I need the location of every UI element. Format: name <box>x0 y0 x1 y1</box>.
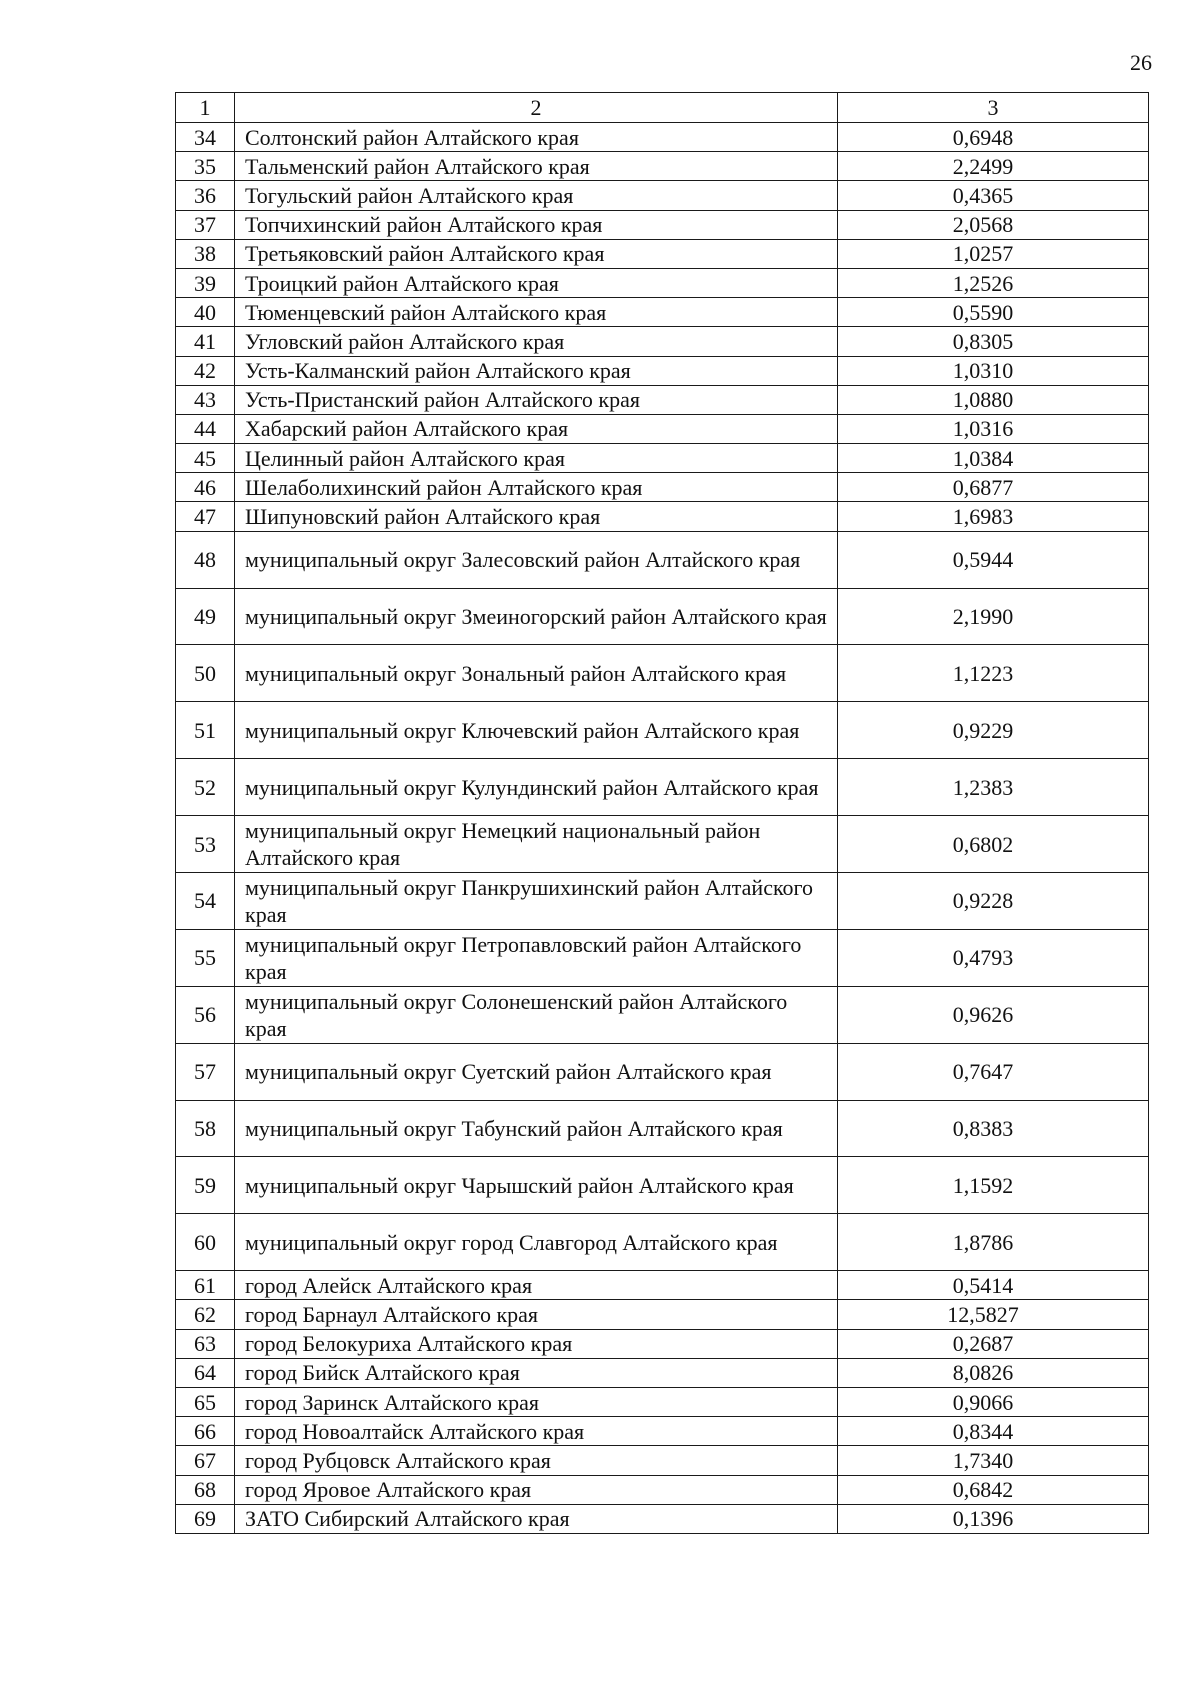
column-header-number: 1 <box>176 93 235 123</box>
coefficient-value-cell: 1,0316 <box>838 414 1149 443</box>
municipality-name-cell: Топчихинский район Алтайского края <box>235 210 838 239</box>
coefficient-value-cell: 0,8344 <box>838 1417 1149 1446</box>
coefficient-value-cell: 8,0826 <box>838 1358 1149 1387</box>
row-number-cell: 49 <box>176 588 235 645</box>
column-header-value: 3 <box>838 93 1149 123</box>
coefficient-value-cell: 0,9228 <box>838 872 1149 929</box>
coefficient-value-cell: 1,8786 <box>838 1214 1149 1271</box>
table-row <box>176 872 1149 929</box>
table-row <box>176 1271 1149 1300</box>
row-number-cell: 44 <box>176 414 235 443</box>
municipality-name-cell: город Алейск Алтайского края <box>235 1271 838 1300</box>
table-row <box>176 1300 1149 1329</box>
municipality-name-cell: муниципальный округ Змеиногорский район Алтайского края <box>235 588 838 645</box>
table-row <box>176 759 1149 816</box>
municipality-name-cell: муниципальный округ Чарышский район Алтайского края <box>235 1157 838 1214</box>
row-number-cell: 43 <box>176 385 235 414</box>
municipality-name-cell: Усть-Калманский район Алтайского края <box>235 356 838 385</box>
coefficient-value-cell: 0,7647 <box>838 1043 1149 1100</box>
municipality-name-cell: Тальменский район Алтайского края <box>235 152 838 181</box>
municipality-name-cell: ЗАТО Сибирский Алтайского края <box>235 1504 838 1533</box>
row-number-cell: 50 <box>176 645 235 702</box>
coefficient-value-cell: 0,5414 <box>838 1271 1149 1300</box>
table-row <box>176 588 1149 645</box>
row-number-cell: 67 <box>176 1446 235 1475</box>
row-number-cell: 60 <box>176 1214 235 1271</box>
coefficient-value-cell: 0,6877 <box>838 473 1149 502</box>
municipality-name-cell: город Рубцовск Алтайского края <box>235 1446 838 1475</box>
row-number-cell: 42 <box>176 356 235 385</box>
municipality-name-cell: Усть-Пристанский район Алтайского края <box>235 385 838 414</box>
coefficient-value-cell: 2,1990 <box>838 588 1149 645</box>
table-row <box>176 1100 1149 1157</box>
table-row <box>176 414 1149 443</box>
municipality-name-cell: муниципальный округ Кулундинский район Алтайского края <box>235 759 838 816</box>
municipality-name-cell: город Новоалтайск Алтайского края <box>235 1417 838 1446</box>
municipality-name-cell: город Бийск Алтайского края <box>235 1358 838 1387</box>
table-row <box>176 268 1149 297</box>
coefficient-value-cell: 0,5590 <box>838 298 1149 327</box>
table-row <box>176 1043 1149 1100</box>
table-row <box>176 1214 1149 1271</box>
coefficient-value-cell: 1,0384 <box>838 444 1149 473</box>
coefficient-value-cell: 2,0568 <box>838 210 1149 239</box>
row-number-cell: 46 <box>176 473 235 502</box>
municipality-name-cell: город Барнаул Алтайского края <box>235 1300 838 1329</box>
row-number-cell: 59 <box>176 1157 235 1214</box>
table-row <box>176 473 1149 502</box>
row-number-cell: 56 <box>176 986 235 1043</box>
coefficient-value-cell: 0,4793 <box>838 929 1149 986</box>
table-row <box>176 986 1149 1043</box>
table-row <box>176 1417 1149 1446</box>
table-body <box>176 123 1149 1534</box>
coefficient-value-cell: 1,2526 <box>838 268 1149 297</box>
coefficient-value-cell: 1,1223 <box>838 645 1149 702</box>
municipality-name-cell: муниципальный округ Залесовский район Алтайского края <box>235 531 838 588</box>
municipality-name-cell: муниципальный округ Петропавловский район Алтайского края <box>235 929 838 986</box>
row-number-cell: 37 <box>176 210 235 239</box>
table-row <box>176 929 1149 986</box>
row-number-cell: 36 <box>176 181 235 210</box>
municipality-name-cell: Третьяковский район Алтайского края <box>235 239 838 268</box>
row-number-cell: 55 <box>176 929 235 986</box>
municipality-name-cell: Угловский район Алтайского края <box>235 327 838 356</box>
row-number-cell: 34 <box>176 123 235 152</box>
row-number-cell: 64 <box>176 1358 235 1387</box>
table-row <box>176 356 1149 385</box>
row-number-cell: 69 <box>176 1504 235 1533</box>
coefficient-value-cell: 0,9626 <box>838 986 1149 1043</box>
municipality-name-cell: муниципальный округ Немецкий национальный район Алтайского края <box>235 816 838 873</box>
municipality-name-cell: город Заринск Алтайского края <box>235 1387 838 1416</box>
municipality-name-cell: Тюменцевский район Алтайского края <box>235 298 838 327</box>
municipality-name-cell: муниципальный округ город Славгород Алтайского края <box>235 1214 838 1271</box>
row-number-cell: 41 <box>176 327 235 356</box>
row-number-cell: 35 <box>176 152 235 181</box>
table-row <box>176 702 1149 759</box>
table-row <box>176 816 1149 873</box>
row-number-cell: 54 <box>176 872 235 929</box>
table-row <box>176 239 1149 268</box>
table-header-row <box>176 93 1149 123</box>
municipality-name-cell: город Яровое Алтайского края <box>235 1475 838 1504</box>
municipality-name-cell: Троицкий район Алтайского края <box>235 268 838 297</box>
municipality-name-cell: муниципальный округ Панкрушихинский район Алтайского края <box>235 872 838 929</box>
municipality-name-cell: муниципальный округ Солонешенский район Алтайского края <box>235 986 838 1043</box>
table-row <box>176 645 1149 702</box>
row-number-cell: 68 <box>176 1475 235 1504</box>
page-number: 26 <box>1130 50 1152 75</box>
row-number-cell: 52 <box>176 759 235 816</box>
row-number-cell: 48 <box>176 531 235 588</box>
table-row <box>176 1387 1149 1416</box>
row-number-cell: 38 <box>176 239 235 268</box>
municipality-name-cell: Солтонский район Алтайского края <box>235 123 838 152</box>
municipality-name-cell: муниципальный округ Зональный район Алтайского края <box>235 645 838 702</box>
row-number-cell: 39 <box>176 268 235 297</box>
row-number-cell: 66 <box>176 1417 235 1446</box>
row-number-cell: 62 <box>176 1300 235 1329</box>
row-number-cell: 47 <box>176 502 235 531</box>
table-row <box>176 531 1149 588</box>
table-row <box>176 123 1149 152</box>
municipality-name-cell: Хабарский район Алтайского края <box>235 414 838 443</box>
row-number-cell: 53 <box>176 816 235 873</box>
coefficient-value-cell: 0,4365 <box>838 181 1149 210</box>
row-number-cell: 51 <box>176 702 235 759</box>
row-number-cell: 63 <box>176 1329 235 1358</box>
coefficient-value-cell: 0,9229 <box>838 702 1149 759</box>
table-row <box>176 502 1149 531</box>
row-number-cell: 45 <box>176 444 235 473</box>
row-number-cell: 57 <box>176 1043 235 1100</box>
coefficient-value-cell: 0,9066 <box>838 1387 1149 1416</box>
table-row <box>176 1329 1149 1358</box>
table-row <box>176 444 1149 473</box>
table-row <box>176 1446 1149 1475</box>
coefficient-value-cell: 0,8383 <box>838 1100 1149 1157</box>
coefficient-value-cell: 1,6983 <box>838 502 1149 531</box>
table-row <box>176 181 1149 210</box>
table-row <box>176 152 1149 181</box>
coefficient-value-cell: 2,2499 <box>838 152 1149 181</box>
coefficient-value-cell: 0,1396 <box>838 1504 1149 1533</box>
coefficient-value-cell: 0,2687 <box>838 1329 1149 1358</box>
row-number-cell: 58 <box>176 1100 235 1157</box>
coefficient-value-cell: 0,8305 <box>838 327 1149 356</box>
row-number-cell: 65 <box>176 1387 235 1416</box>
table-row <box>176 327 1149 356</box>
coefficient-value-cell: 1,0257 <box>838 239 1149 268</box>
coefficient-value-cell: 0,6948 <box>838 123 1149 152</box>
coefficient-value-cell: 1,1592 <box>838 1157 1149 1214</box>
table-row <box>176 1157 1149 1214</box>
coefficient-value-cell: 0,5944 <box>838 531 1149 588</box>
table-row <box>176 210 1149 239</box>
table-row <box>176 1504 1149 1533</box>
municipality-name-cell: Целинный район Алтайского края <box>235 444 838 473</box>
coefficient-value-cell: 1,0310 <box>838 356 1149 385</box>
coefficient-value-cell: 12,5827 <box>838 1300 1149 1329</box>
row-number-cell: 61 <box>176 1271 235 1300</box>
coefficient-table <box>175 92 1149 1534</box>
coefficient-value-cell: 1,0880 <box>838 385 1149 414</box>
municipality-name-cell: муниципальный округ Суетский район Алтайского края <box>235 1043 838 1100</box>
coefficient-value-cell: 1,7340 <box>838 1446 1149 1475</box>
municipality-name-cell: Тогульский район Алтайского края <box>235 181 838 210</box>
table-row <box>176 1358 1149 1387</box>
municipality-name-cell: муниципальный округ Ключевский район Алтайского края <box>235 702 838 759</box>
coefficient-value-cell: 0,6842 <box>838 1475 1149 1504</box>
table-row <box>176 385 1149 414</box>
municipality-name-cell: город Белокуриха Алтайского края <box>235 1329 838 1358</box>
coefficient-value-cell: 0,6802 <box>838 816 1149 873</box>
table-row <box>176 1475 1149 1504</box>
municipality-name-cell: Шелаболихинский район Алтайского края <box>235 473 838 502</box>
municipality-name-cell: муниципальный округ Табунский район Алтайского края <box>235 1100 838 1157</box>
table-row <box>176 298 1149 327</box>
coefficient-value-cell: 1,2383 <box>838 759 1149 816</box>
row-number-cell: 40 <box>176 298 235 327</box>
column-header-name: 2 <box>235 93 838 123</box>
municipality-name-cell: Шипуновский район Алтайского края <box>235 502 838 531</box>
